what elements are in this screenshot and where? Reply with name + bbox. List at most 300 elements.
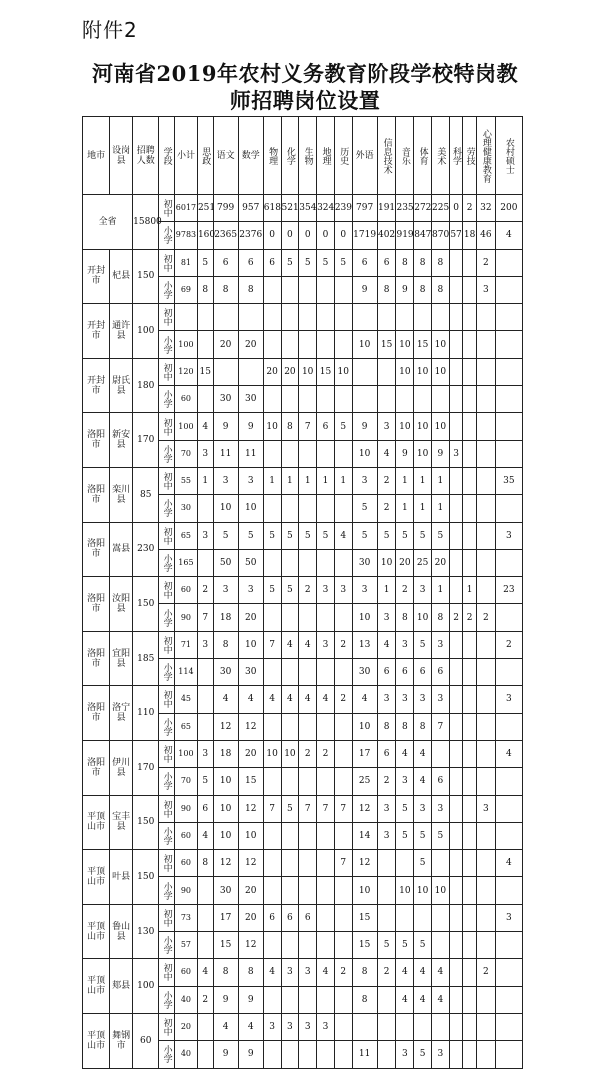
table-row [83,577,523,604]
cell-value: 4 [317,686,335,713]
cell-value [495,413,522,440]
cell-value: 1 [281,467,299,494]
cell-value: 2 [299,577,317,604]
cell-value: 8 [377,276,396,303]
cell-value: 8 [396,249,414,276]
cell-value [299,604,317,631]
cell-value [495,249,522,276]
cell-value [476,713,495,740]
cell-value: 5 [377,932,396,959]
cell-value [263,932,281,959]
cell-value: 9 [213,1041,238,1068]
cell-value [495,986,522,1013]
cell-value [432,386,450,413]
cell-value: 5 [334,413,352,440]
cell-city [83,249,110,304]
cell-stage [159,932,175,959]
cell-value [334,495,352,522]
cell-value [463,986,477,1013]
cell-value [463,522,477,549]
cell-value [463,276,477,303]
cell-value: 20 [238,331,263,358]
cell-value: 225 [432,195,450,222]
cell-value: 3 [317,577,335,604]
cell-value: 45 [174,686,197,713]
cell-value: 3 [377,413,396,440]
cell-stage [159,713,175,740]
cell-value [238,358,263,385]
cell-county-text: 通许县 [112,320,131,341]
cell-value: 30 [213,659,238,686]
cell-value [352,304,377,331]
cell-value: 1719 [352,222,377,249]
cell-value [449,1013,463,1040]
cell-stage-text: 小学 [161,390,172,409]
cell-value: 8 [238,959,263,986]
cell-value [334,440,352,467]
cell-value: 20 [213,331,238,358]
cell-city-text: 洛阳市 [87,648,106,669]
cell-value [495,331,522,358]
cell-value: 30 [213,877,238,904]
cell-value: 25 [414,549,432,576]
cell-city-text: 洛阳市 [87,593,106,614]
cell-value: 10 [213,822,238,849]
cell-value [213,358,238,385]
cell-city [83,1013,110,1068]
cell-value: 4 [432,959,450,986]
cell-value: 10 [263,413,281,440]
cell-value [334,659,352,686]
cell-value [463,795,477,822]
cell-total: 180 [133,358,159,413]
cell-value [197,713,213,740]
cell-value [476,850,495,877]
cell-value [281,659,299,686]
cell-stage [159,631,175,658]
cell-value: 15 [352,932,377,959]
cell-value: 5 [396,932,414,959]
cell-stage-text: 初中 [161,472,172,491]
cell-county [110,249,133,304]
cell-value: 10 [281,740,299,767]
cell-total: 85 [133,467,159,522]
cell-value: 8 [396,604,414,631]
cell-value: 2 [476,959,495,986]
cell-value: 8 [281,413,299,440]
cell-value: 5 [317,249,335,276]
cell-value [281,850,299,877]
cell-value: 3 [281,959,299,986]
cell-value: 3 [432,1041,450,1068]
cell-value: 402 [377,222,396,249]
cell-value: 1 [432,467,450,494]
cell-value: 235 [396,195,414,222]
cell-value: 15 [197,358,213,385]
cell-value: 521 [281,195,299,222]
cell-value: 120 [174,358,197,385]
cell-value: 12 [352,850,377,877]
cell-value: 2 [377,768,396,795]
cell-county-text: 鲁山县 [112,921,131,942]
table-row [83,1013,523,1040]
cell-value [334,740,352,767]
cell-value: 10 [414,604,432,631]
cell-city [83,522,110,577]
cell-value [317,331,335,358]
cell-value [263,659,281,686]
cell-value [299,850,317,877]
cell-value: 5 [414,850,432,877]
cell-value: 354 [299,195,317,222]
cell-stage-text: 初中 [161,253,172,272]
cell-value: 847 [414,222,432,249]
cell-city-text: 洛阳市 [87,539,106,560]
cell-value [476,686,495,713]
cell-value: 20 [238,877,263,904]
cell-value [449,549,463,576]
cell-stage [159,249,175,276]
cell-value: 2 [334,631,352,658]
cell-value: 7 [263,631,281,658]
cell-value: 6 [263,249,281,276]
cell-value [299,495,317,522]
cell-value: 15 [414,331,432,358]
cell-value: 8 [414,713,432,740]
cell-value: 4 [414,768,432,795]
cell-value: 251 [197,195,213,222]
cell-total: 150 [133,795,159,850]
cell-value: 0 [317,222,335,249]
cell-value [197,904,213,931]
cell-value: 90 [174,795,197,822]
cell-value: 20 [238,604,263,631]
cell-city-text: 洛阳市 [87,430,106,451]
cell-value: 797 [352,195,377,222]
cell-value: 6 [352,249,377,276]
cell-value [197,386,213,413]
cell-value [281,986,299,1013]
cell-value: 9 [352,276,377,303]
cell-value [449,495,463,522]
cell-value [495,1041,522,1068]
cell-value [317,386,335,413]
cell-value [299,713,317,740]
cell-value [334,932,352,959]
cell-value [377,986,396,1013]
cell-value: 6 [281,904,299,931]
cell-value: 10 [213,495,238,522]
cell-value: 4 [495,222,522,249]
cell-value [197,304,213,331]
cell-value [299,877,317,904]
cell-value: 4 [281,631,299,658]
cell-value: 10 [299,358,317,385]
cell-value: 5 [334,249,352,276]
cell-value: 60 [174,850,197,877]
table-row [83,904,523,931]
cell-value [449,877,463,904]
cell-value [317,932,335,959]
cell-value [495,304,522,331]
attachment-label: 附件2 [82,18,138,42]
cell-stage [159,222,175,249]
cell-value: 4 [396,740,414,767]
cell-value: 10 [396,358,414,385]
cell-value: 3 [377,822,396,849]
cell-value: 4 [396,986,414,1013]
cell-value: 3 [432,795,450,822]
cell-city [83,686,110,741]
cell-value [334,904,352,931]
cell-value [299,822,317,849]
cell-value: 8 [414,276,432,303]
cell-value [463,686,477,713]
cell-value: 5 [299,249,317,276]
cell-value: 13 [352,631,377,658]
cell-value: 18 [463,222,477,249]
header-pe: 体育 [417,146,428,165]
cell-value: 1 [299,467,317,494]
cell-value [317,549,335,576]
cell-value: 9783 [174,222,197,249]
cell-value: 12 [238,795,263,822]
cell-total: 170 [133,740,159,795]
cell-value: 8 [432,249,450,276]
cell-stage-text: 初中 [161,417,172,436]
cell-value: 5 [197,249,213,276]
cell-value: 2 [334,959,352,986]
cell-value: 2 [377,467,396,494]
cell-stage-text: 初中 [161,963,172,982]
table-row [83,304,523,331]
cell-county-text: 洛宁县 [112,703,131,724]
cell-value: 23 [495,577,522,604]
cell-value [495,276,522,303]
cell-value: 6 [377,740,396,767]
cell-city [83,358,110,413]
cell-value [495,932,522,959]
cell-county [110,304,133,359]
cell-value: 5 [299,522,317,549]
cell-value [495,795,522,822]
cell-county-text: 舞钢市 [112,1030,131,1051]
cell-value: 165 [174,549,197,576]
cell-value: 2 [476,604,495,631]
cell-value: 10 [263,740,281,767]
cell-value: 4 [238,1013,263,1040]
cell-value: 9 [213,986,238,1013]
cell-county-text: 新安县 [112,430,131,451]
cell-county-text: 宝丰县 [112,812,131,833]
cell-value: 8 [238,276,263,303]
cell-value: 0 [299,222,317,249]
cell-value [263,768,281,795]
cell-value: 4 [299,686,317,713]
cell-value [299,549,317,576]
cell-value: 2 [377,495,396,522]
cell-value: 5 [281,577,299,604]
cell-value: 10 [352,877,377,904]
cell-value: 65 [174,713,197,740]
cell-value: 3 [197,522,213,549]
cell-value: 10 [213,768,238,795]
cell-total: 150 [133,249,159,304]
cell-value [317,713,335,740]
cell-value: 1 [414,467,432,494]
cell-value: 2 [476,249,495,276]
cell-value: 4 [299,631,317,658]
cell-value [334,713,352,740]
cell-value: 3 [299,959,317,986]
cell-stage [159,986,175,1013]
cell-value [263,986,281,1013]
cell-value: 7 [197,604,213,631]
header-art: 美术 [435,146,446,165]
cell-value [334,877,352,904]
cell-value: 0 [334,222,352,249]
cell-value: 100 [174,413,197,440]
cell-value: 10 [396,877,414,904]
cell-value: 8 [352,986,377,1013]
header-geography: 地理 [320,146,331,165]
cell-value [449,304,463,331]
cell-total: 60 [133,1013,159,1068]
cell-value [476,549,495,576]
cell-value [281,768,299,795]
cell-total: 185 [133,631,159,686]
cell-stage [159,413,175,440]
cell-value [463,877,477,904]
cell-value [449,331,463,358]
cell-value [281,304,299,331]
cell-value [476,659,495,686]
cell-value: 1 [334,467,352,494]
header-biology: 生物 [302,146,313,165]
cell-value [281,440,299,467]
cell-value [449,249,463,276]
cell-stage [159,822,175,849]
cell-value: 2 [377,959,396,986]
cell-value: 4 [197,822,213,849]
cell-value: 10 [377,549,396,576]
cell-value [377,386,396,413]
cell-value: 3 [238,577,263,604]
cell-value: 870 [432,222,450,249]
header-stage: 学段 [161,146,172,165]
cell-value: 5 [197,768,213,795]
cell-value [463,904,477,931]
cell-county [110,686,133,741]
cell-value: 7 [432,713,450,740]
cell-value: 3 [238,467,263,494]
cell-value: 4 [213,1013,238,1040]
cell-value [317,304,335,331]
cell-value [263,604,281,631]
cell-value: 4 [317,959,335,986]
cell-value: 70 [174,768,197,795]
cell-stage-text: 初中 [161,581,172,600]
cell-value: 3 [396,1041,414,1068]
cell-value: 4 [495,850,522,877]
cell-city [83,631,110,686]
cell-total: 15800 [133,195,159,250]
table-row [83,358,523,385]
cell-value [263,549,281,576]
cell-value [476,877,495,904]
cell-stage [159,1041,175,1068]
cell-stage-text: 小学 [161,1045,172,1064]
table-row [83,195,523,222]
cell-county-text: 栾川县 [112,484,131,505]
cell-value: 7 [334,795,352,822]
cell-value [334,1041,352,1068]
cell-value [317,1041,335,1068]
cell-stage [159,740,175,767]
cell-value: 6 [432,659,450,686]
cell-value: 57 [174,932,197,959]
table-row [83,795,523,822]
table-row [83,631,523,658]
cell-value: 4 [414,959,432,986]
cell-total: 230 [133,522,159,577]
cell-value: 3 [197,631,213,658]
cell-value: 3 [495,686,522,713]
cell-stage-text: 初中 [161,908,172,927]
cell-county [110,740,133,795]
cell-value: 5 [263,577,281,604]
cell-value: 1 [396,467,414,494]
cell-value [463,304,477,331]
cell-value: 20 [432,549,450,576]
cell-value [476,822,495,849]
cell-value: 10 [432,331,450,358]
cell-stage [159,768,175,795]
cell-value: 5 [317,522,335,549]
cell-value: 3 [213,467,238,494]
cell-value [377,304,396,331]
cell-value: 799 [213,195,238,222]
cell-value: 1 [432,577,450,604]
cell-value [449,740,463,767]
cell-stage-text: 小学 [161,826,172,845]
cell-value [377,904,396,931]
cell-value [449,686,463,713]
cell-value: 57 [449,222,463,249]
cell-value [281,932,299,959]
cell-stage [159,522,175,549]
cell-value [396,1013,414,1040]
cell-value: 10 [213,795,238,822]
cell-value [463,768,477,795]
cell-value [317,440,335,467]
cell-value [495,495,522,522]
cell-value: 7 [334,850,352,877]
cell-value: 1 [463,577,477,604]
cell-value [463,331,477,358]
cell-value [449,522,463,549]
cell-value [396,904,414,931]
cell-city-text: 开封市 [87,320,106,341]
cell-value [476,986,495,1013]
cell-value [463,440,477,467]
cell-value: 4 [263,959,281,986]
cell-value: 2 [449,604,463,631]
cell-value: 10 [352,440,377,467]
cell-value: 3 [476,795,495,822]
cell-value: 10 [352,604,377,631]
cell-value [432,304,450,331]
